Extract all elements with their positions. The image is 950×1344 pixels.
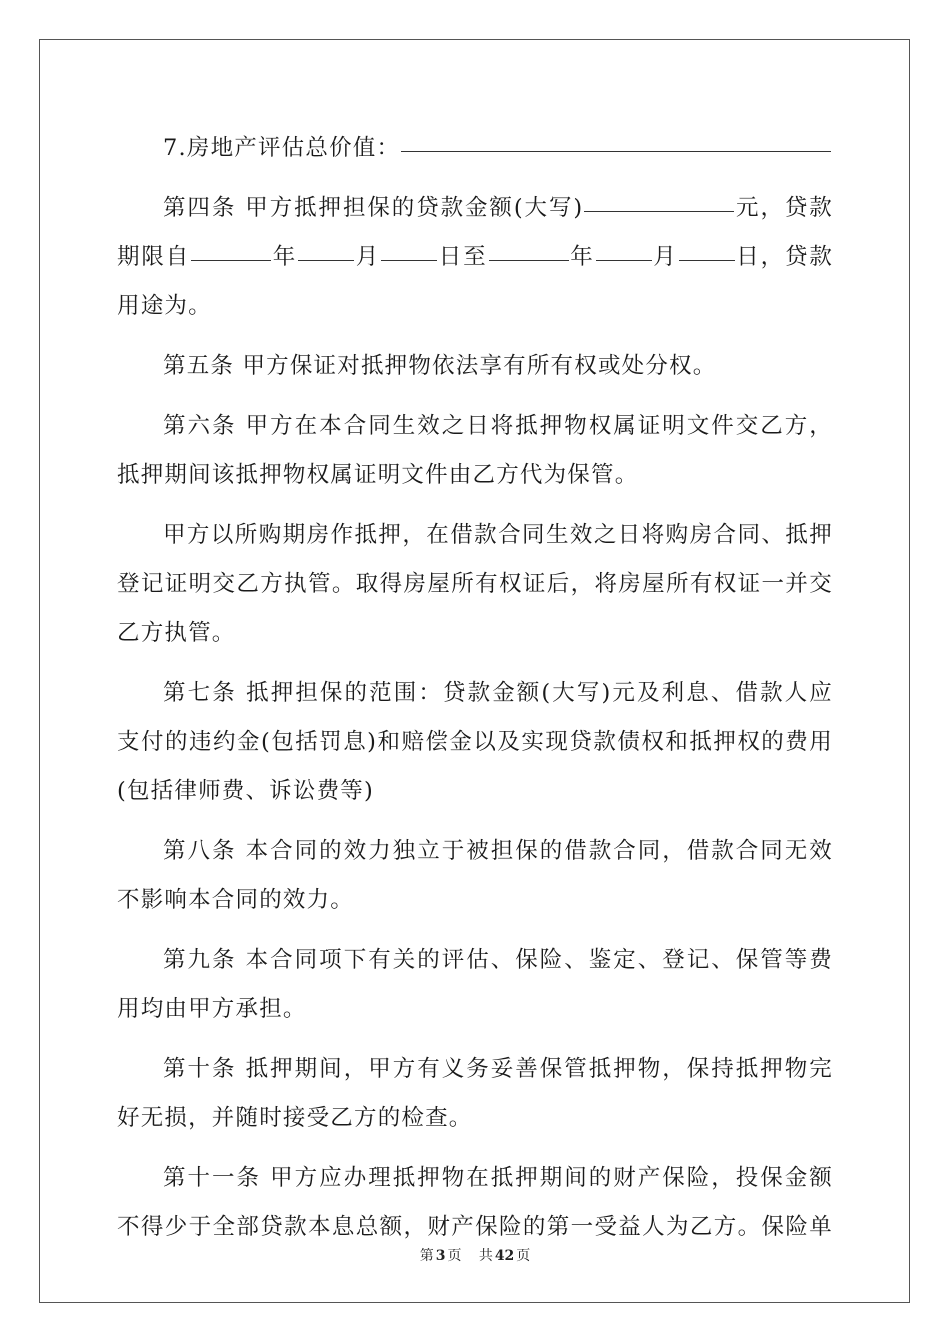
article-4-text: 日，贷款 [735, 244, 833, 270]
presale-text: 甲方以所购期房作抵押，在借款合同生效之日将购房合同、抵押 [163, 522, 833, 548]
footer-total-prefix: 共 [478, 1248, 493, 1264]
footer-prefix: 第 [419, 1248, 434, 1264]
article-10-text: 第十条 抵押期间，甲方有义务妥善保管抵押物，保持抵押物完 [163, 1056, 833, 1082]
day-to-label: 日至 [438, 244, 488, 270]
article-6-line-2 [117, 451, 833, 500]
article-11-text: 第十一条 甲方应办理抵押物在抵押期间的财产保险，投保金额 [163, 1165, 833, 1191]
article-6-line-1 [117, 402, 833, 451]
article-7-text: 支付的违约金(包括罚息)和赔偿金以及实现贷款债权和抵押权的费用 [117, 729, 833, 755]
article-8-line-2 [117, 876, 833, 925]
article-5-text: 第五条 甲方保证对抵押物依法享有所有权或处分权。 [163, 353, 717, 379]
end-month-blank [596, 260, 652, 261]
article-5-line-1 [117, 342, 833, 391]
month-label: 月 [355, 244, 381, 270]
start-month-blank [298, 260, 354, 261]
valuation-line [117, 124, 833, 173]
article-8-text: 第八条 本合同的效力独立于被担保的借款合同，借款合同无效 [163, 838, 833, 864]
article-11-text: 不得少于全部贷款本息总额，财产保险的第一受益人为乙方。保险单 [117, 1214, 833, 1240]
article-9-line-2 [117, 985, 833, 1034]
year-label: 年 [272, 244, 298, 270]
article-8-text: 不影响本合同的效力。 [117, 887, 355, 913]
presale-text: 乙方执管。 [117, 620, 236, 646]
article-9-line-1 [117, 936, 833, 985]
presale-text: 登记证明交乙方执管。取得房屋所有权证后，将房屋所有权证一并交 [117, 571, 833, 597]
article-7-line-1 [117, 669, 833, 718]
start-day-blank [381, 260, 437, 261]
article-10-line-1 [117, 1045, 833, 1094]
presale-line-1 [117, 511, 833, 560]
presale-line-2 [117, 560, 833, 609]
footer-page-label: 页 [447, 1248, 462, 1264]
article-7-text: 第七条 抵押担保的范围：贷款金额(大写)元及利息、借款人应 [163, 680, 833, 706]
article-7-line-2 [117, 718, 833, 767]
article-7-line-3 [117, 767, 833, 816]
article-4-line-2 [117, 233, 833, 282]
loan-amount-blank [584, 211, 734, 212]
document-body [117, 124, 833, 1252]
page-footer [0, 1245, 950, 1265]
article-4-line-1 [117, 184, 833, 233]
article-6-text: 抵押期间该抵押物权属证明文件由乙方代为保管。 [117, 462, 639, 488]
article-9-text: 用均由甲方承担。 [117, 996, 307, 1022]
article-10-line-2 [117, 1094, 833, 1143]
page-number: 3 [435, 1248, 446, 1264]
start-year-blank [191, 260, 271, 261]
article-4-text: 用途为。 [117, 293, 212, 319]
article-10-text: 好无损，并随时接受乙方的检查。 [117, 1105, 473, 1131]
article-4-line-3 [117, 282, 833, 331]
end-year-blank [489, 260, 569, 261]
end-day-blank [679, 260, 735, 261]
month-label: 月 [652, 244, 678, 270]
total-pages: 42 [494, 1248, 515, 1264]
valuation-blank [401, 151, 831, 152]
article-6-text: 第六条 甲方在本合同生效之日将抵押物权属证明文件交乙方， [163, 413, 833, 439]
presale-line-3 [117, 609, 833, 658]
article-4-text: 第四条 甲方抵押担保的贷款金额(大写) [163, 195, 584, 221]
article-11-line-1 [117, 1154, 833, 1203]
term-from-label: 期限自 [117, 244, 191, 270]
article-4-text: 元，贷款 [735, 195, 833, 221]
article-8-line-1 [117, 827, 833, 876]
article-7-text: (包括律师费、诉讼费等) [117, 778, 374, 804]
valuation-label: 7.房地产评估总价值： [163, 135, 401, 161]
footer-total-label: 页 [516, 1248, 531, 1264]
article-9-text: 第九条 本合同项下有关的评估、保险、鉴定、登记、保管等费 [163, 947, 833, 973]
year-label: 年 [569, 244, 595, 270]
